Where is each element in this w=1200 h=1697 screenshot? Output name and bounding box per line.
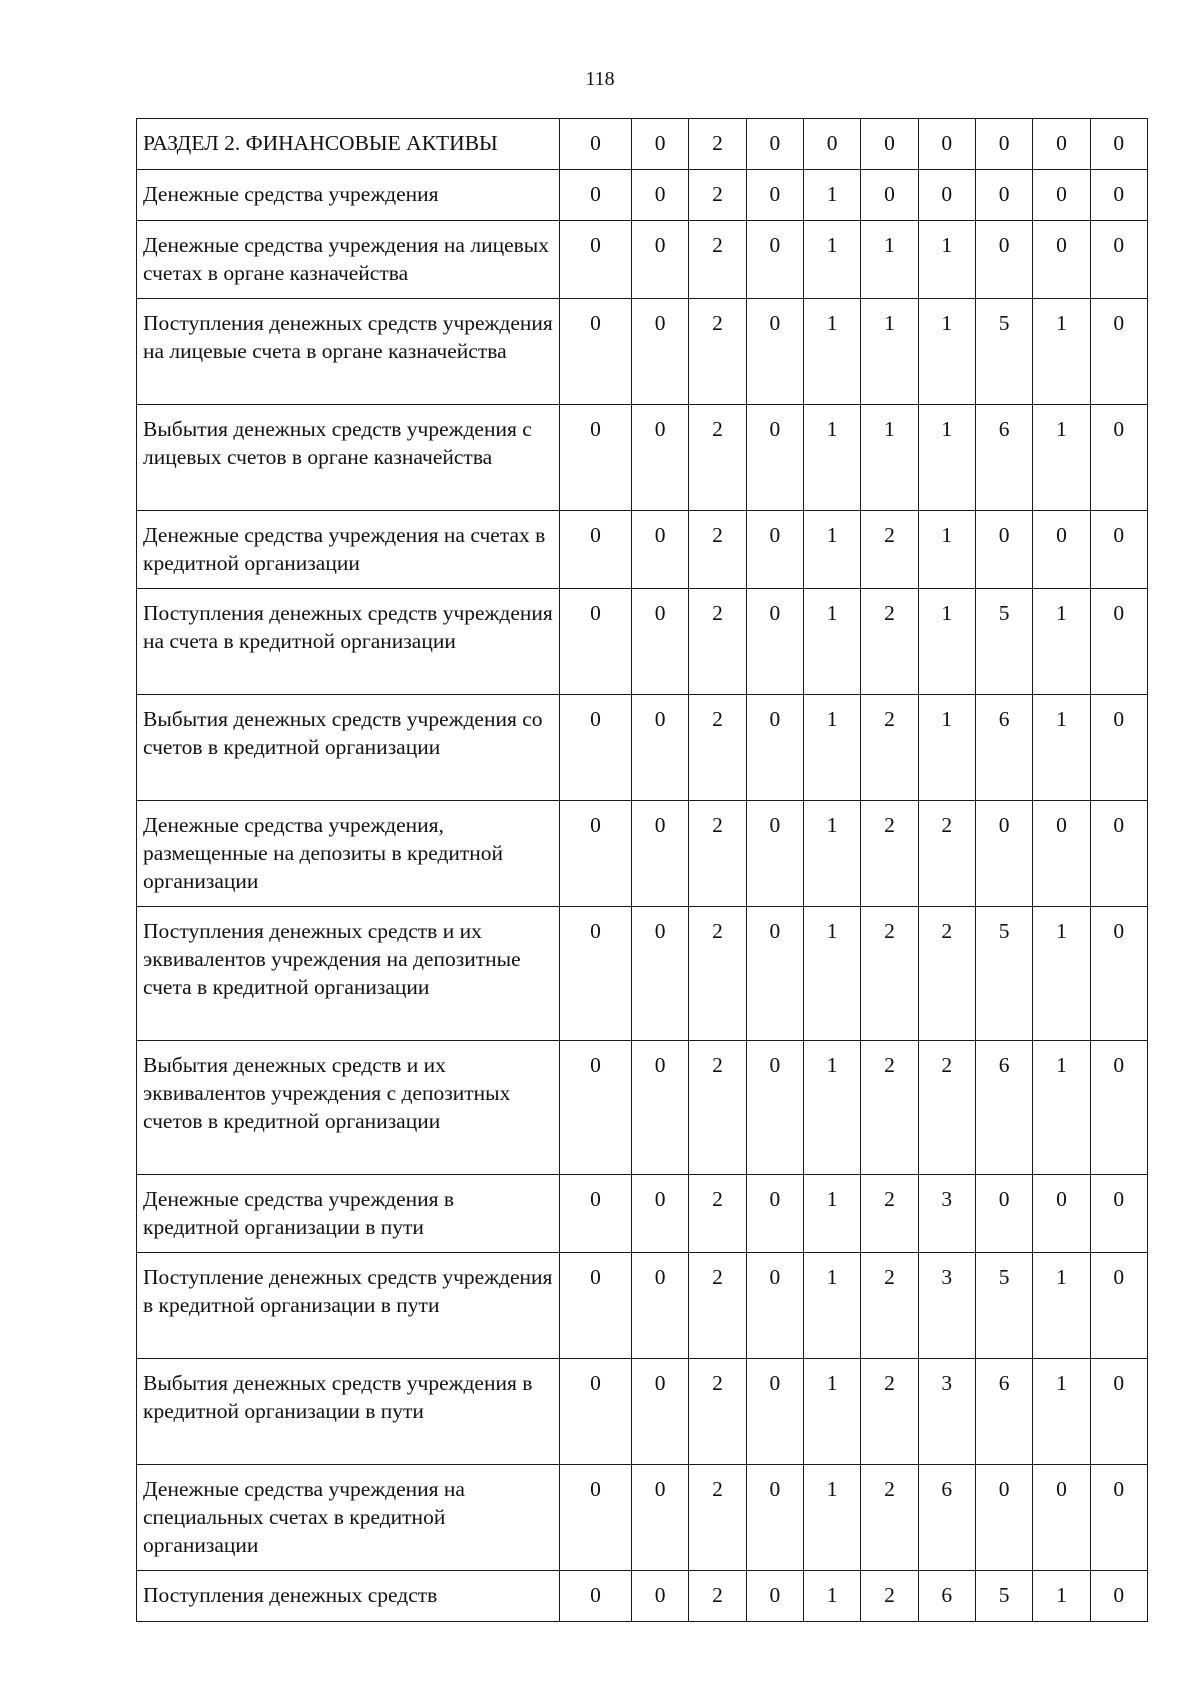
table-row: [137, 589, 1148, 695]
account-code-digit-cell: 0: [803, 119, 860, 170]
account-code-digit-cell: 2: [689, 695, 746, 801]
account-code-digit-cell: 0: [1033, 119, 1090, 170]
account-code-digit-cell: 1: [861, 405, 918, 511]
account-code-digit-cell: 0: [746, 511, 803, 589]
table-row: [137, 1571, 1148, 1622]
account-code-digit-cell: 0: [746, 907, 803, 1041]
account-code-digit-cell: 2: [861, 1253, 918, 1359]
account-code-digit-cell: 0: [1090, 1253, 1147, 1359]
account-name-cell: Поступления денежных средств и их эквивалентов учреждения на депозитные счета в кредитной организации: [137, 907, 560, 1041]
account-code-digit-cell: 1: [1033, 907, 1090, 1041]
account-code-digit-cell: 2: [861, 589, 918, 695]
account-code-digit-cell: 0: [1090, 221, 1147, 299]
account-code-digit-cell: 0: [1033, 1175, 1090, 1253]
account-code-digit-cell: 1: [803, 1465, 860, 1571]
accounts-table-body: [137, 119, 1148, 1622]
account-code-digit-cell: 0: [746, 170, 803, 221]
account-code-digit-cell: 0: [746, 299, 803, 405]
account-code-digit-cell: 2: [689, 221, 746, 299]
account-code-digit-cell: 2: [689, 299, 746, 405]
account-code-digit-cell: 0: [1090, 695, 1147, 801]
account-code-digit-cell: 5: [975, 1253, 1032, 1359]
account-code-digit-cell: 6: [975, 405, 1032, 511]
account-code-digit-cell: 0: [632, 221, 689, 299]
account-code-digit-cell: 2: [861, 1465, 918, 1571]
account-name-cell: Денежные средства учреждения на лицевых счетах в органе казначейства: [137, 221, 560, 299]
account-code-digit-cell: 0: [1090, 589, 1147, 695]
account-code-digit-cell: 0: [560, 1465, 632, 1571]
account-code-digit-cell: 0: [861, 119, 918, 170]
account-code-digit-cell: 0: [560, 170, 632, 221]
table-row: [137, 170, 1148, 221]
account-code-digit-cell: 2: [918, 907, 975, 1041]
account-code-digit-cell: 2: [689, 170, 746, 221]
account-code-digit-cell: 1: [803, 405, 860, 511]
account-code-digit-cell: 1: [803, 1359, 860, 1465]
account-code-digit-cell: 2: [689, 405, 746, 511]
account-code-digit-cell: 0: [560, 1359, 632, 1465]
account-code-digit-cell: 0: [746, 589, 803, 695]
account-code-digit-cell: 3: [918, 1253, 975, 1359]
account-code-digit-cell: 2: [861, 511, 918, 589]
account-code-digit-cell: 2: [689, 907, 746, 1041]
account-code-digit-cell: 1: [803, 1175, 860, 1253]
account-code-digit-cell: 1: [861, 299, 918, 405]
account-code-digit-cell: 6: [918, 1571, 975, 1622]
account-code-digit-cell: 0: [560, 907, 632, 1041]
account-code-digit-cell: 0: [746, 1359, 803, 1465]
account-name-cell: Поступления денежных средств: [137, 1571, 560, 1622]
account-code-digit-cell: 1: [1033, 1253, 1090, 1359]
account-name-cell: Денежные средства учреждения на специальных счетах в кредитной организации: [137, 1465, 560, 1571]
table-row: [137, 1359, 1148, 1465]
account-code-digit-cell: 1: [803, 170, 860, 221]
account-code-digit-cell: 2: [689, 1571, 746, 1622]
account-name-cell: Поступление денежных средств учреждения в кредитной организации в пути: [137, 1253, 560, 1359]
account-code-digit-cell: 0: [975, 119, 1032, 170]
account-code-digit-cell: 0: [560, 1253, 632, 1359]
table-row: [137, 221, 1148, 299]
accounts-table: [136, 118, 1148, 1622]
account-code-digit-cell: 2: [689, 589, 746, 695]
account-code-digit-cell: 2: [689, 1465, 746, 1571]
table-row: [137, 1175, 1148, 1253]
account-name-cell: Денежные средства учреждения на счетах в кредитной организации: [137, 511, 560, 589]
account-code-digit-cell: 0: [1090, 405, 1147, 511]
table-row: [137, 695, 1148, 801]
account-name-cell: Денежные средства учреждения, размещенные на депозиты в кредитной организации: [137, 801, 560, 907]
table-row: [137, 1253, 1148, 1359]
account-code-digit-cell: 1: [1033, 299, 1090, 405]
account-code-digit-cell: 0: [918, 170, 975, 221]
account-code-digit-cell: 0: [975, 1175, 1032, 1253]
account-code-digit-cell: 0: [975, 221, 1032, 299]
account-code-digit-cell: 1: [1033, 405, 1090, 511]
account-code-digit-cell: 0: [746, 1571, 803, 1622]
account-code-digit-cell: 1: [1033, 1359, 1090, 1465]
account-code-digit-cell: 1: [918, 299, 975, 405]
account-code-digit-cell: 0: [560, 801, 632, 907]
account-code-digit-cell: 5: [975, 1571, 1032, 1622]
account-code-digit-cell: 3: [918, 1359, 975, 1465]
account-name-cell: Денежные средства учреждения: [137, 170, 560, 221]
account-code-digit-cell: 0: [746, 695, 803, 801]
account-code-digit-cell: 5: [975, 589, 1032, 695]
account-code-digit-cell: 2: [861, 1571, 918, 1622]
account-code-digit-cell: 0: [632, 1041, 689, 1175]
account-code-digit-cell: 0: [1090, 1175, 1147, 1253]
account-code-digit-cell: 0: [1090, 801, 1147, 907]
account-code-digit-cell: 0: [632, 1571, 689, 1622]
account-code-digit-cell: 6: [975, 695, 1032, 801]
account-code-digit-cell: 1: [803, 801, 860, 907]
account-code-digit-cell: 2: [689, 119, 746, 170]
account-code-digit-cell: 0: [1090, 1465, 1147, 1571]
table-row: [137, 511, 1148, 589]
account-code-digit-cell: 6: [975, 1041, 1032, 1175]
account-code-digit-cell: 1: [918, 221, 975, 299]
account-code-digit-cell: 0: [746, 1175, 803, 1253]
table-row: [137, 907, 1148, 1041]
account-code-digit-cell: 0: [1090, 119, 1147, 170]
account-code-digit-cell: 1: [918, 589, 975, 695]
account-code-digit-cell: 2: [918, 1041, 975, 1175]
account-code-digit-cell: 0: [560, 695, 632, 801]
account-code-digit-cell: 2: [861, 1041, 918, 1175]
account-code-digit-cell: 2: [689, 801, 746, 907]
account-code-digit-cell: 1: [803, 695, 860, 801]
account-code-digit-cell: 1: [918, 695, 975, 801]
account-code-digit-cell: 0: [1090, 1359, 1147, 1465]
account-code-digit-cell: 0: [632, 1253, 689, 1359]
account-code-digit-cell: 0: [975, 1465, 1032, 1571]
account-code-digit-cell: 0: [632, 405, 689, 511]
account-code-digit-cell: 0: [975, 801, 1032, 907]
account-code-digit-cell: 0: [560, 119, 632, 170]
account-code-digit-cell: 1: [803, 299, 860, 405]
table-row: [137, 801, 1148, 907]
account-code-digit-cell: 0: [975, 511, 1032, 589]
account-code-digit-cell: 0: [1090, 1571, 1147, 1622]
account-code-digit-cell: 0: [632, 907, 689, 1041]
account-code-digit-cell: 3: [918, 1175, 975, 1253]
table-row: [137, 119, 1148, 170]
account-name-cell: Поступления денежных средств учреждения на лицевые счета в органе казначейства: [137, 299, 560, 405]
account-code-digit-cell: 0: [632, 511, 689, 589]
account-code-digit-cell: 1: [1033, 589, 1090, 695]
account-name-cell: Выбытия денежных средств и их эквивалентов учреждения с депозитных счетов в кредитной организации: [137, 1041, 560, 1175]
account-code-digit-cell: 0: [861, 170, 918, 221]
account-code-digit-cell: 2: [861, 801, 918, 907]
account-name-cell: РАЗДЕЛ 2. ФИНАНСОВЫЕ АКТИВЫ: [137, 119, 560, 170]
account-code-digit-cell: 1: [803, 907, 860, 1041]
account-code-digit-cell: 0: [975, 170, 1032, 221]
account-code-digit-cell: 2: [861, 907, 918, 1041]
account-code-digit-cell: 1: [918, 511, 975, 589]
account-code-digit-cell: 1: [803, 1253, 860, 1359]
table-row: [137, 405, 1148, 511]
account-code-digit-cell: 0: [560, 1175, 632, 1253]
account-code-digit-cell: 1: [803, 511, 860, 589]
account-code-digit-cell: 0: [632, 1359, 689, 1465]
account-code-digit-cell: 0: [1033, 1465, 1090, 1571]
account-code-digit-cell: 0: [1033, 221, 1090, 299]
account-code-digit-cell: 1: [803, 1571, 860, 1622]
account-code-digit-cell: 1: [1033, 695, 1090, 801]
account-code-digit-cell: 1: [918, 405, 975, 511]
account-code-digit-cell: 0: [632, 299, 689, 405]
account-code-digit-cell: 0: [560, 405, 632, 511]
account-code-digit-cell: 0: [632, 589, 689, 695]
account-code-digit-cell: 5: [975, 907, 1032, 1041]
account-name-cell: Выбытия денежных средств учреждения со счетов в кредитной организации: [137, 695, 560, 801]
account-code-digit-cell: 0: [632, 1175, 689, 1253]
account-code-digit-cell: 0: [632, 119, 689, 170]
account-code-digit-cell: 2: [689, 1359, 746, 1465]
account-code-digit-cell: 0: [1090, 511, 1147, 589]
account-code-digit-cell: 0: [918, 119, 975, 170]
account-code-digit-cell: 0: [632, 695, 689, 801]
account-code-digit-cell: 2: [861, 695, 918, 801]
account-code-digit-cell: 0: [632, 801, 689, 907]
account-code-digit-cell: 0: [560, 1041, 632, 1175]
account-code-digit-cell: 1: [803, 589, 860, 695]
account-code-digit-cell: 0: [560, 299, 632, 405]
account-code-digit-cell: 0: [1033, 170, 1090, 221]
account-code-digit-cell: 2: [918, 801, 975, 907]
account-code-digit-cell: 1: [861, 221, 918, 299]
account-code-digit-cell: 0: [746, 801, 803, 907]
account-code-digit-cell: 0: [560, 221, 632, 299]
account-code-digit-cell: 0: [560, 511, 632, 589]
account-code-digit-cell: 0: [746, 1465, 803, 1571]
account-code-digit-cell: 6: [975, 1359, 1032, 1465]
account-code-digit-cell: 0: [1090, 1041, 1147, 1175]
account-name-cell: Поступления денежных средств учреждения на счета в кредитной организации: [137, 589, 560, 695]
account-code-digit-cell: 0: [746, 405, 803, 511]
account-name-cell: Выбытия денежных средств учреждения с лицевых счетов в органе казначейства: [137, 405, 560, 511]
account-code-digit-cell: 0: [1090, 907, 1147, 1041]
account-code-digit-cell: 1: [803, 221, 860, 299]
account-code-digit-cell: 2: [861, 1175, 918, 1253]
account-code-digit-cell: 2: [689, 1253, 746, 1359]
account-code-digit-cell: 0: [560, 589, 632, 695]
account-code-digit-cell: 0: [1090, 299, 1147, 405]
account-code-digit-cell: 5: [975, 299, 1032, 405]
account-code-digit-cell: 1: [1033, 1041, 1090, 1175]
account-code-digit-cell: 0: [1090, 170, 1147, 221]
account-name-cell: Выбытия денежных средств учреждения в кредитной организации в пути: [137, 1359, 560, 1465]
account-code-digit-cell: 0: [1033, 511, 1090, 589]
account-code-digit-cell: 0: [746, 1253, 803, 1359]
account-name-cell: Денежные средства учреждения в кредитной организации в пути: [137, 1175, 560, 1253]
account-code-digit-cell: 0: [632, 170, 689, 221]
page-number: 118: [585, 68, 615, 90]
account-code-digit-cell: 2: [689, 1041, 746, 1175]
account-code-digit-cell: 0: [746, 119, 803, 170]
account-code-digit-cell: 0: [632, 1465, 689, 1571]
account-code-digit-cell: 6: [918, 1465, 975, 1571]
account-code-digit-cell: 2: [689, 511, 746, 589]
table-row: [137, 299, 1148, 405]
account-code-digit-cell: 0: [560, 1571, 632, 1622]
table-row: [137, 1041, 1148, 1175]
account-code-digit-cell: 0: [1033, 801, 1090, 907]
account-code-digit-cell: 2: [689, 1175, 746, 1253]
table-row: [137, 1465, 1148, 1571]
account-code-digit-cell: 2: [861, 1359, 918, 1465]
account-code-digit-cell: 0: [746, 1041, 803, 1175]
account-code-digit-cell: 1: [803, 1041, 860, 1175]
account-code-digit-cell: 1: [1033, 1571, 1090, 1622]
account-code-digit-cell: 0: [746, 221, 803, 299]
